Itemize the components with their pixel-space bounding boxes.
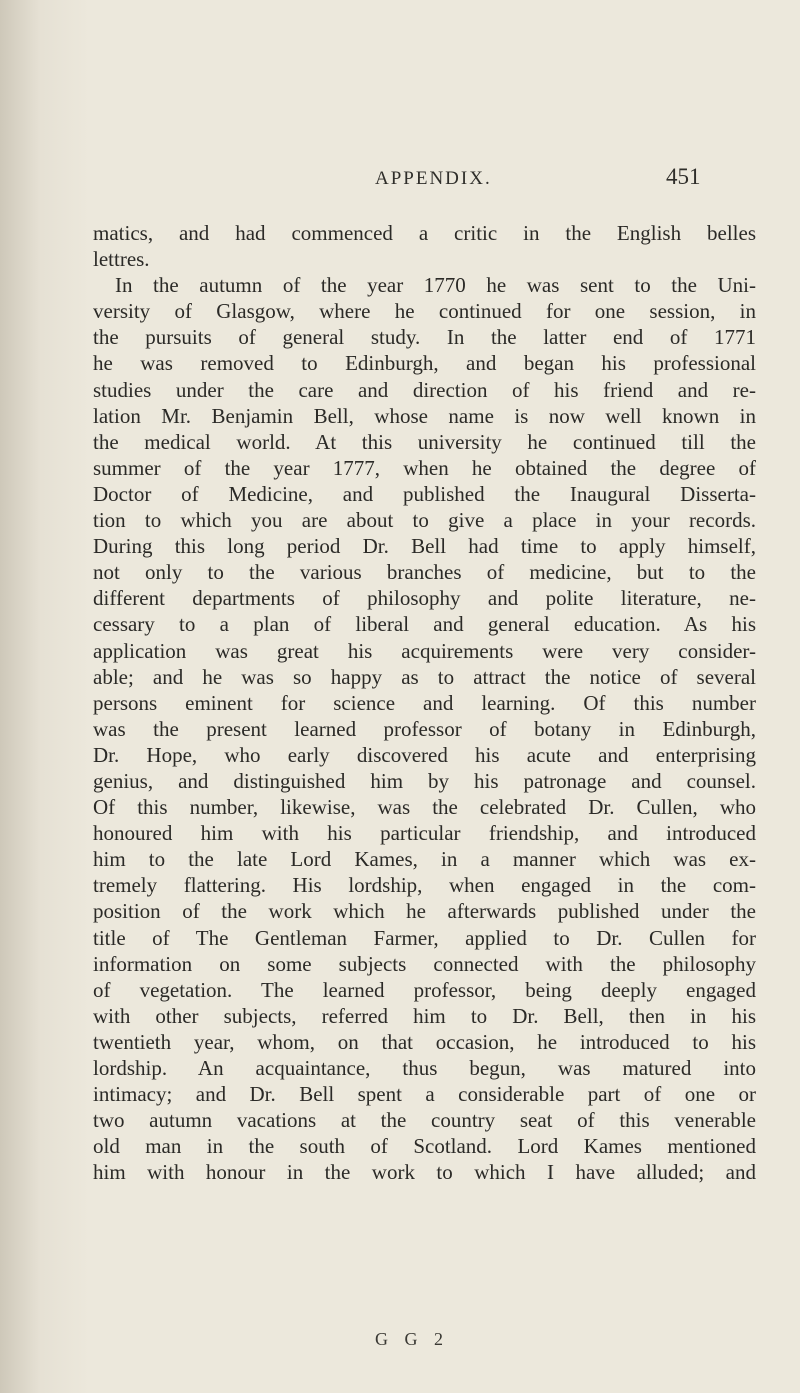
text-line: was the present learned professor of botany in Edinburgh, [93, 716, 756, 741]
text-line: tion to which you are about to give a place in your records. [93, 508, 756, 533]
text-line: lation Mr. Benjamin Bell, whose name is now well known in [93, 403, 756, 428]
text-line: old man in the south of Scotland. Lord Kames mentioned [93, 1134, 756, 1159]
text-line: tremely flattering. His lordship, when engaged in the com- [93, 873, 756, 898]
text-line: title of The Gentleman Farmer, applied to Dr. Cullen for [93, 925, 756, 950]
text-line: of vegetation. The learned professor, being deeply engaged [93, 977, 756, 1002]
text-line: position of the work which he afterwards published under the [93, 899, 756, 924]
signature-mark: G G 2 [375, 1329, 449, 1349]
text-line: During this long period Dr. Bell had time to apply himself, [93, 534, 756, 559]
text-line: matics, and had commenced a critic in the English belles [93, 221, 756, 245]
text-line: studies under the care and direction of his friend and re- [93, 377, 756, 402]
text-line: Doctor of Medicine, and published the Inaugural Disserta- [93, 481, 756, 506]
text-line: Dr. Hope, who early discovered his acute and enterprising [93, 742, 756, 767]
text-line: intimacy; and Dr. Bell spent a considerable part of one or [93, 1082, 756, 1107]
text-line: with other subjects, referred him to Dr. Bell, then in his [93, 1003, 756, 1028]
text-line: lordship. An acquaintance, thus begun, was matured into [93, 1056, 756, 1080]
text-line: genius, and distinguished him by his patronage and counsel. [93, 768, 756, 793]
text-line: him with honour in the work to which I have alluded; and [93, 1160, 756, 1185]
text-line: honoured him with his particular friendship, and introduced [93, 821, 756, 846]
text-line: the medical world. At this university he continued till the [93, 429, 756, 454]
text-line: different departments of philosophy and polite literature, ne- [93, 586, 756, 611]
text-line: not only to the various branches of medicine, but to the [93, 560, 756, 585]
body-text [93, 220, 756, 1185]
text-line: application was great his acquirements were very consider- [93, 638, 756, 663]
text-line: twentieth year, whom, on that occasion, he introduced to his [93, 1029, 756, 1054]
page-header [0, 164, 800, 198]
text-line: Of this number, likewise, was the celebrated Dr. Cullen, who [93, 795, 756, 820]
text-line: two autumn vacations at the country seat of this venerable [93, 1108, 756, 1133]
text-line: cessary to a plan of liberal and general education. As his [93, 612, 756, 637]
text-line: he was removed to Edinburgh, and began his professional [93, 351, 756, 376]
text-line: information on some subjects connected with the philosophy [93, 951, 756, 976]
text-line: summer of the year 1777, when he obtained the degree of [93, 455, 756, 480]
running-head: APPENDIX. [375, 168, 492, 189]
page-number: 451 [666, 164, 701, 189]
text-line: versity of Glasgow, where he continued for one session, in [93, 299, 756, 324]
text-line: persons eminent for science and learning. Of this number [93, 690, 756, 715]
text-line: In the autumn of the year 1770 he was sent to the Uni- [115, 273, 756, 298]
text-line: able; and he was so happy as to attract the notice of several [93, 664, 756, 689]
text-line: him to the late Lord Kames, in a manner which was ex- [93, 847, 756, 872]
text-line: the pursuits of general study. In the latter end of 1771 [93, 325, 756, 350]
text-line: lettres. [93, 247, 150, 272]
